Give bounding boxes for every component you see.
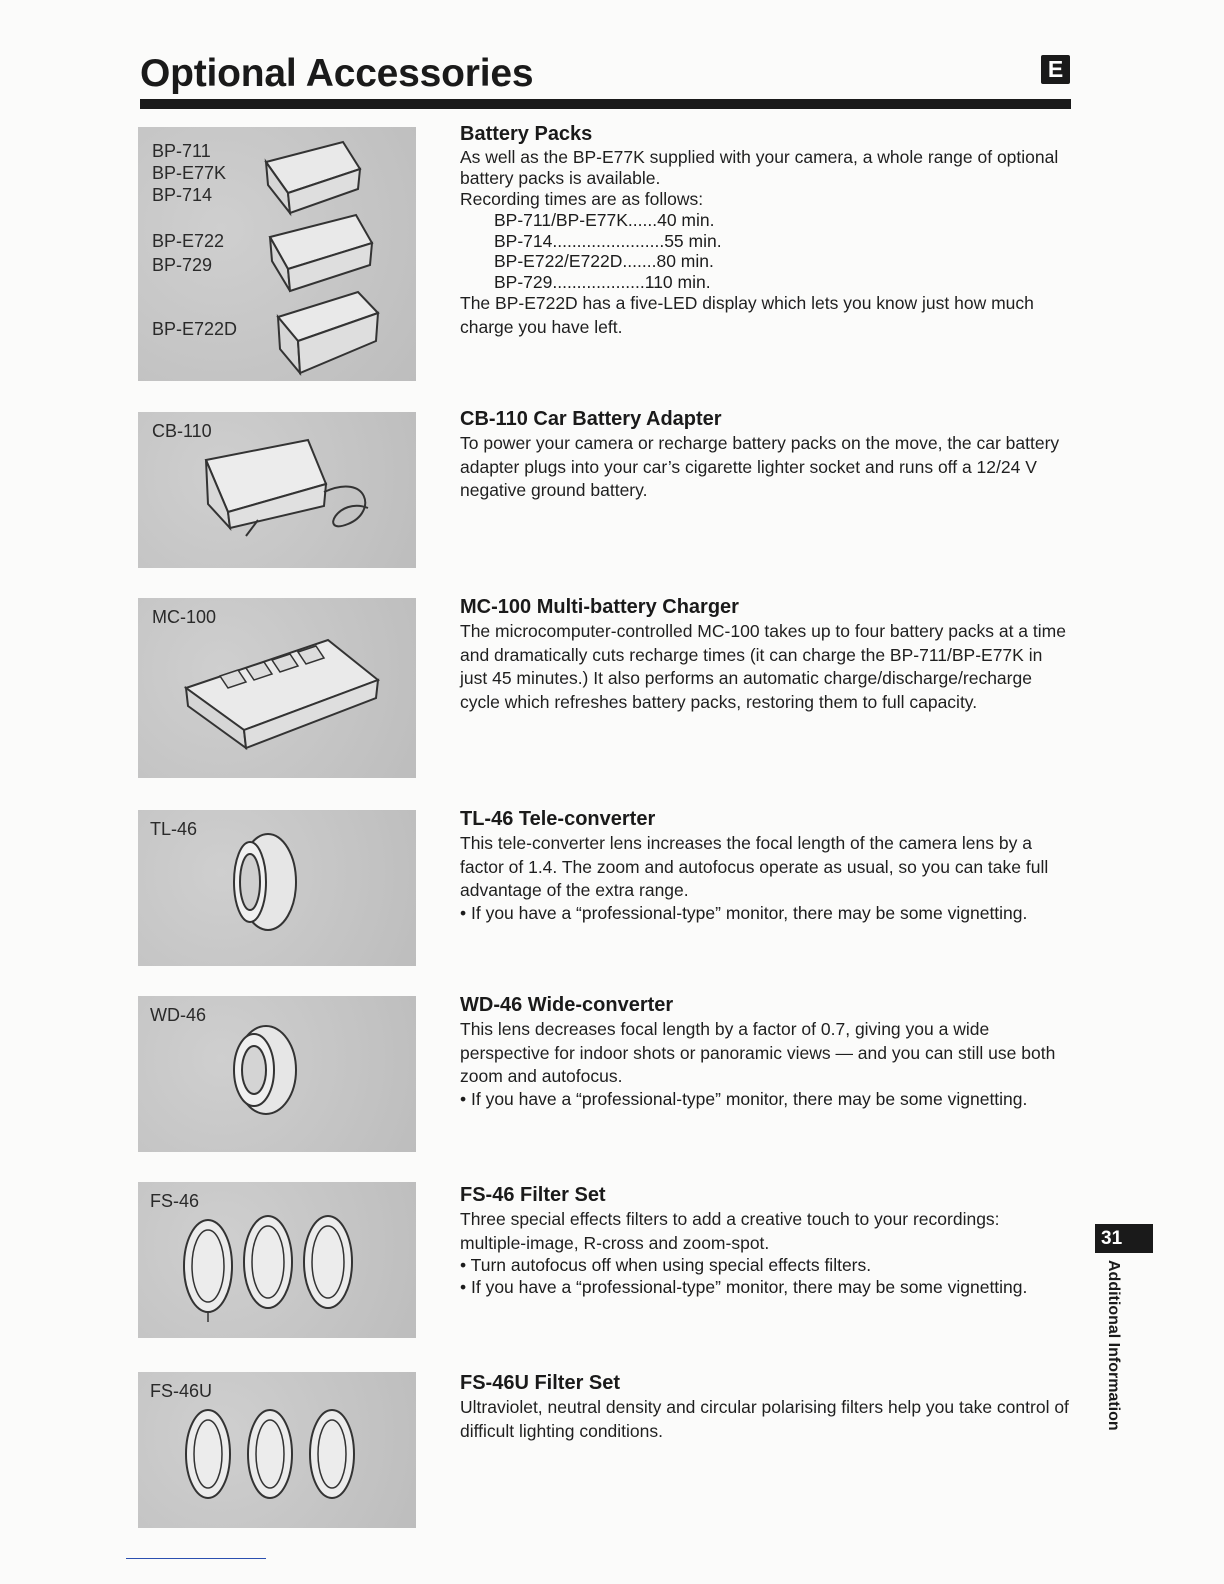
section-title: CB-110 Car Battery Adapter bbox=[460, 408, 722, 430]
photo-label: TL-46 bbox=[150, 819, 198, 839]
filter-set-u-section bbox=[460, 1370, 1070, 1443]
tele-converter-section bbox=[460, 806, 1070, 924]
section-title: WD-46 Wide-converter bbox=[460, 994, 674, 1016]
section-body: Recording times are as follows: bbox=[460, 189, 704, 209]
filter-set-photo bbox=[138, 1182, 416, 1338]
battery-packs-photo bbox=[138, 127, 416, 381]
section-body: This lens decreases focal length by a factor of 0.7, giving you a wide perspective for indoor shots or panoramic views — and you can still use both zoom and autofocus. bbox=[460, 1019, 1056, 1086]
section-title: MC-100 Multi-battery Charger bbox=[460, 596, 739, 618]
wide-converter-section bbox=[460, 992, 1070, 1110]
multi-battery-charger-photo bbox=[138, 598, 416, 778]
photo-label: FS-46 bbox=[150, 1191, 200, 1211]
photo-label: BP-E77K bbox=[152, 163, 227, 183]
photo-label: FS-46U bbox=[150, 1381, 213, 1401]
vignetting-note: • If you have a “professional-type” monitor, there may be some vignetting. bbox=[460, 902, 1028, 923]
vignetting-note: • If you have a “professional-type” monitor, there may be some vignetting. bbox=[460, 1276, 1028, 1297]
section-body: Three special effects filters to add a creative touch to your recordings: multiple-image, R-cross and zoom-spot. bbox=[460, 1209, 1000, 1253]
battery-packs-section bbox=[460, 121, 1070, 339]
photo-label: BP-714 bbox=[152, 185, 213, 205]
filter-set-u-photo bbox=[138, 1372, 416, 1528]
car-battery-adapter-photo bbox=[138, 412, 416, 568]
photo-label: WD-46 bbox=[150, 1005, 207, 1025]
recording-time-row: BP-729 ................... 110 min. bbox=[494, 271, 711, 292]
footer-line bbox=[126, 1558, 266, 1559]
section-body: The microcomputer-controlled MC-100 takes up to four battery packs at a time and dramatically cuts recharge times (it can charge the BP-711/BP-E77K in just 45 minutes.) It also performs an automatic charge/discharge/recharge cycle which refreshes battery packs, restoring them to full capacity. bbox=[460, 621, 1066, 712]
car-battery-adapter-section bbox=[460, 406, 1070, 503]
page-number: 31 bbox=[1095, 1224, 1153, 1253]
filters-illustration bbox=[138, 1372, 416, 1528]
adapter-illustration bbox=[138, 412, 416, 568]
chapter-tab: Additional Information bbox=[1105, 1260, 1122, 1431]
title-rule bbox=[140, 99, 1071, 109]
filter-set-section bbox=[460, 1182, 1070, 1298]
photo-label: BP-729 bbox=[152, 255, 213, 275]
multi-battery-charger-section bbox=[460, 594, 1070, 714]
recording-time-row: BP-E722/E722D ....... 80 min. bbox=[494, 251, 714, 271]
tele-converter-photo bbox=[138, 810, 416, 966]
filters-illustration bbox=[138, 1182, 416, 1338]
language-badge: E bbox=[1041, 55, 1070, 84]
recording-time-row: BP-714 ....................... 55 min. bbox=[494, 230, 722, 251]
autofocus-note: • Turn autofocus off when using special effects filters. bbox=[460, 1255, 872, 1275]
lens-illustration bbox=[138, 810, 416, 966]
section-body: The BP-E722D has a five-LED display which lets you know just how much charge you have left. bbox=[460, 293, 1034, 337]
vignetting-note: • If you have a “professional-type” monitor, there may be some vignetting. bbox=[460, 1088, 1028, 1109]
page-title: Optional Accessories bbox=[140, 52, 534, 95]
section-body: This tele-converter lens increases the focal length of the camera lens by a factor of 1.4. The zoom and autofocus operate as usual, so you can take full advantage of the extra range. bbox=[460, 833, 1049, 900]
photo-label: MC-100 bbox=[152, 607, 217, 627]
section-title: Battery Packs bbox=[460, 123, 593, 145]
section-title: FS-46U Filter Set bbox=[460, 1372, 621, 1394]
charger-illustration bbox=[138, 598, 416, 778]
photo-label: BP-E722 bbox=[152, 231, 225, 251]
recording-times-list bbox=[460, 210, 1070, 292]
photo-label: CB-110 bbox=[152, 421, 212, 441]
recording-time-row: BP-711/BP-E77K ...... 40 min. bbox=[494, 210, 715, 230]
section-body: To power your camera or recharge battery packs on the move, the car battery adapter plugs into your car’s cigarette lighter socket and runs off a 12/24 V negative ground battery. bbox=[460, 433, 1060, 500]
section-body: Ultraviolet, neutral density and circular polarising filters help you take control of difficult lighting conditions. bbox=[460, 1397, 1069, 1441]
photo-label: BP-E722D bbox=[152, 319, 238, 339]
wide-converter-photo bbox=[138, 996, 416, 1152]
section-title: TL-46 Tele-converter bbox=[460, 808, 656, 830]
lens-illustration bbox=[138, 996, 416, 1152]
photo-label: BP-711 bbox=[152, 141, 211, 161]
battery-illustration bbox=[138, 127, 416, 381]
section-title: FS-46 Filter Set bbox=[460, 1184, 606, 1206]
section-body: As well as the BP-E77K supplied with your camera, a whole range of optional battery packs is available. bbox=[460, 147, 1059, 188]
